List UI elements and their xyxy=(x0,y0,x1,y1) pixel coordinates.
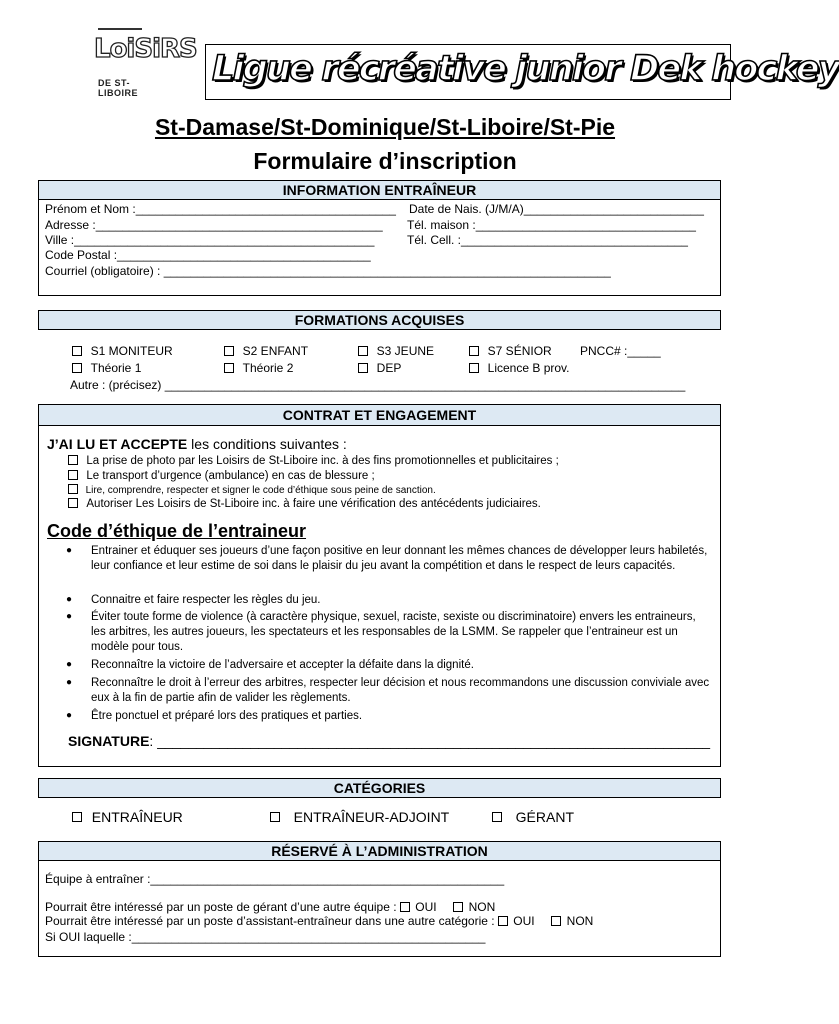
bullet-icon: ● xyxy=(66,611,73,622)
checkbox-icon[interactable] xyxy=(400,902,410,912)
checkbox-icon[interactable] xyxy=(469,363,479,373)
checkbox-icon[interactable] xyxy=(358,363,368,373)
training-s7[interactable] xyxy=(469,344,552,358)
logo-sub-text: DE ST-LIBOIRE xyxy=(98,78,139,98)
checkbox-icon[interactable] xyxy=(270,812,280,822)
bullet-icon: ● xyxy=(66,677,73,688)
category-manager[interactable] xyxy=(492,809,574,825)
signature-field[interactable] xyxy=(68,733,710,749)
team-field[interactable]: Équipe à entraîner :_____________________________________________________ xyxy=(45,872,505,886)
condition-item[interactable] xyxy=(68,498,541,510)
municipalities-heading: St-Damase/St-Dominique/St-Liboire/St-Pie xyxy=(154,114,616,140)
condition-text: La prise de photo par les Loisirs de St-Liboire inc. à des fins promotionnelles et publicitaires ; xyxy=(86,455,559,467)
home-phone-field[interactable]: Tél. maison :_________________________________ xyxy=(407,218,696,232)
loisirs-logo xyxy=(88,28,197,98)
category-label: GÉRANT xyxy=(515,809,575,825)
checkbox-icon[interactable] xyxy=(224,346,234,356)
trainings-header: FORMATIONS ACQUISES xyxy=(38,310,721,330)
yes-label: OUI xyxy=(415,900,437,914)
accept-rest: les conditions suivantes : xyxy=(187,436,347,452)
bullet-icon: ● xyxy=(66,659,73,670)
checkbox-icon[interactable] xyxy=(72,363,82,373)
bullet-icon: ● xyxy=(66,545,73,556)
postal-code-field[interactable]: Code Postal :______________________________________ xyxy=(45,248,371,262)
training-label: S3 JEUNE xyxy=(376,344,435,358)
training-label: S1 MONITEUR xyxy=(90,344,173,358)
training-s2[interactable] xyxy=(224,344,308,358)
ethics-item: Reconnaître la victoire de l’adversaire et accepter la défaite dans la dignité. xyxy=(91,659,474,671)
email-field[interactable]: Courriel (obligatoire) : ___________________________________________________________________ xyxy=(45,264,611,278)
ethics-item: Être ponctuel et préparé lors des pratiques et parties. xyxy=(91,710,363,722)
ethics-item: Éviter toute forme de violence (à caractère physique, sexuel, raciste, sexiste ou discriminatoire) envers les entraineurs, les arbitres, les autres joueurs, les spectateurs et les responsables de la LSMM. Se rappeler que l’entraineur est un modèle pour tous. xyxy=(91,611,696,653)
bullet-icon: ● xyxy=(66,594,73,605)
signature-label: SIGNATURE xyxy=(68,733,150,749)
training-label: Licence B prov. xyxy=(487,361,570,375)
checkbox-icon[interactable] xyxy=(68,455,78,465)
checkbox-icon[interactable] xyxy=(453,902,463,912)
checkbox-icon[interactable] xyxy=(68,498,78,508)
code-of-ethics-title: Code d’éthique de l’entraineur xyxy=(47,521,307,541)
ethics-item: Connaitre et faire respecter les règles du jeu. xyxy=(91,594,321,606)
checkbox-icon[interactable] xyxy=(68,484,78,494)
league-title: Ligue récréative junior Dek hockey xyxy=(212,49,839,89)
which-field[interactable]: Si OUI laquelle :_____________________________________________________ xyxy=(45,930,486,944)
contract-header: CONTRAT ET ENGAGEMENT xyxy=(39,405,720,426)
training-theory1[interactable] xyxy=(72,361,141,375)
form-title: Formulaire d’inscription xyxy=(253,148,517,174)
checkbox-icon[interactable] xyxy=(358,346,368,356)
condition-text: Autoriser Les Loisirs de St-Liboire inc. à faire une vérification des antécédents judiciaires. xyxy=(86,498,541,510)
training-licence-b[interactable] xyxy=(469,361,570,375)
accept-bold: J’AI LU ET ACCEPTE xyxy=(47,436,188,452)
condition-item[interactable] xyxy=(68,470,375,482)
other-training-field[interactable]: Autre : (précisez) ______________________________________________________________________________ xyxy=(70,378,686,392)
manager-interest-question xyxy=(45,900,495,914)
birthdate-field[interactable]: Date de Nais. (J/M/A)___________________________ xyxy=(409,202,704,216)
checkbox-icon[interactable] xyxy=(551,916,561,926)
checkbox-icon[interactable] xyxy=(72,346,82,356)
condition-item[interactable] xyxy=(68,485,436,496)
assistant-interest-question xyxy=(45,914,593,928)
bullet-icon: ● xyxy=(66,710,73,721)
training-label: Théorie 1 xyxy=(90,361,142,375)
league-title-box xyxy=(205,44,839,100)
pncc-field[interactable]: PNCC# :_____ xyxy=(580,344,661,358)
admin-header: RÉSERVÉ À L’ADMINISTRATION xyxy=(39,842,720,861)
training-s3[interactable] xyxy=(358,344,434,358)
no-label: NON xyxy=(468,900,496,914)
checkbox-icon[interactable] xyxy=(224,363,234,373)
category-assistant-coach[interactable] xyxy=(270,809,449,825)
category-label: ENTRAÎNEUR xyxy=(91,809,183,825)
checkbox-icon[interactable] xyxy=(492,812,502,822)
condition-text: Lire, comprendre, respecter et signer le code d’éthique sous peine de sanction. xyxy=(85,485,436,496)
training-label: S2 ENFANT xyxy=(242,344,309,358)
ethics-item: Reconnaître le droit à l’erreur des arbitres, respecter leur décision et nous recommandons une discussion conviviale avec eux à la fin de partie afin de valider les règlements. xyxy=(91,677,710,704)
checkbox-icon[interactable] xyxy=(72,812,82,822)
categories-header: CATÉGORIES xyxy=(38,778,721,798)
yes-label: OUI xyxy=(513,914,535,928)
cell-phone-field[interactable]: Tél. Cell. :__________________________________ xyxy=(407,233,688,247)
coach-info-header: INFORMATION ENTRAÎNEUR xyxy=(39,181,720,200)
training-s1[interactable] xyxy=(72,344,173,358)
checkbox-icon[interactable] xyxy=(68,470,78,480)
signature-line: : _______________________________________________________________________ xyxy=(149,733,711,749)
training-label: S7 SÉNIOR xyxy=(487,344,552,358)
question-text: Pourrait être intéressé par un poste d’assistant-entraîneur dans une autre catégorie : xyxy=(45,914,495,928)
question-text: Pourrait être intéressé par un poste de gérant d’une autre équipe : xyxy=(45,900,397,914)
training-label: Théorie 2 xyxy=(242,361,294,375)
condition-text: Le transport d’urgence (ambulance) en cas de blessure ; xyxy=(86,470,375,482)
checkbox-icon[interactable] xyxy=(498,916,508,926)
category-coach[interactable] xyxy=(72,809,183,825)
training-theory2[interactable] xyxy=(224,361,293,375)
category-label: ENTRAÎNEUR-ADJOINT xyxy=(293,809,450,825)
logo-main-text: LoiSiRS xyxy=(94,34,197,64)
training-label: DEP xyxy=(376,361,402,375)
city-field[interactable]: Ville :_____________________________________________ xyxy=(45,233,375,247)
ethics-item: Entrainer et éduquer ses joueurs d’une façon positive en leur donnant les mêmes chances de développer leurs habiletés, leur confiance et leur estime de soi dans le plaisir du jeu avant la compétition et dans le respect de leurs capacités. xyxy=(91,545,708,572)
name-field[interactable]: Prénom et Nom :_______________________________________ xyxy=(45,202,396,216)
training-dep[interactable] xyxy=(358,361,401,375)
accept-conditions-title xyxy=(47,436,347,452)
condition-item[interactable] xyxy=(68,455,559,467)
address-field[interactable]: Adresse :___________________________________________ xyxy=(45,218,383,232)
checkbox-icon[interactable] xyxy=(469,346,479,356)
no-label: NON xyxy=(566,914,594,928)
